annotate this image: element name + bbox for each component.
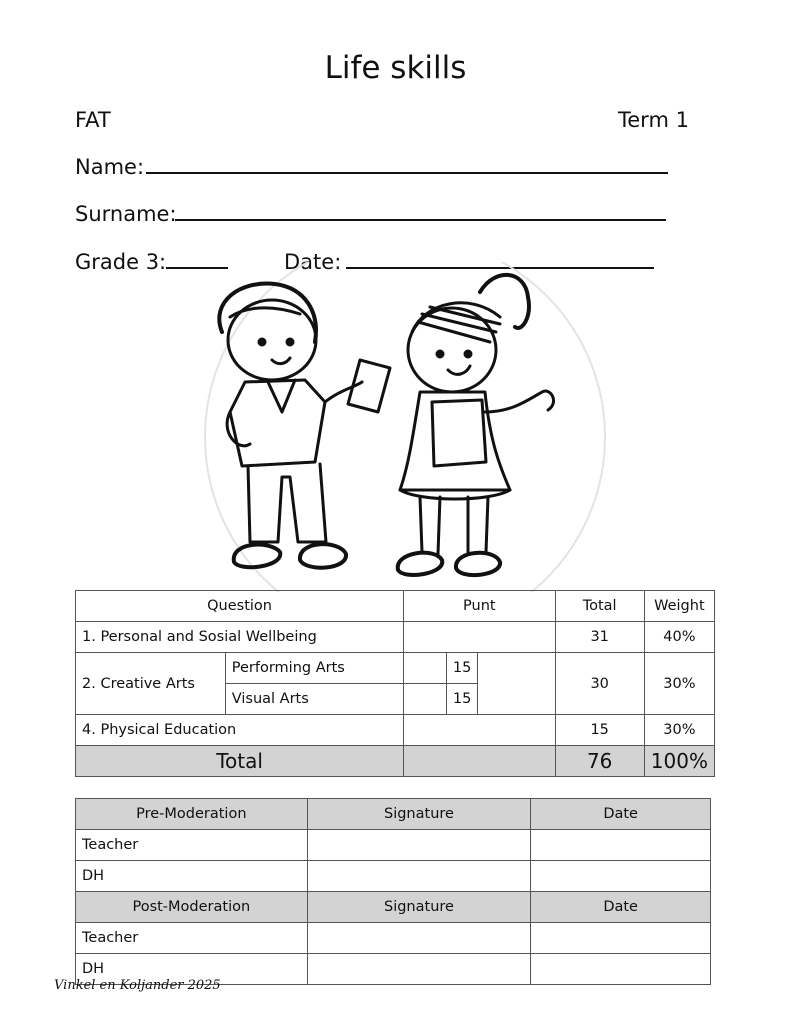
signature-cell[interactable] xyxy=(307,923,531,954)
punt-mark-cell[interactable] xyxy=(404,653,447,684)
total-row xyxy=(76,746,715,777)
footer-credit: Vinkel en Koljander 2025 xyxy=(54,978,221,993)
date-label: Date: xyxy=(284,250,342,274)
total-label: Total xyxy=(76,746,404,777)
table-row xyxy=(76,861,711,892)
surname-field[interactable] xyxy=(175,219,666,221)
punt-mark-cell[interactable] xyxy=(404,684,447,715)
weight-cell: 30% xyxy=(644,653,714,715)
marks-table xyxy=(75,590,715,777)
name-label: Name: xyxy=(75,155,145,179)
punt-total-cell[interactable] xyxy=(404,746,555,777)
boy-figure xyxy=(219,284,390,568)
role-label: Teacher xyxy=(76,830,308,861)
signature-header: Signature xyxy=(307,892,531,923)
pre-moderation-header xyxy=(76,799,711,830)
date-cell[interactable] xyxy=(531,923,711,954)
girl-figure xyxy=(398,275,554,575)
punt-subtotal-cell[interactable] xyxy=(478,653,555,715)
page-title: Life skills xyxy=(324,50,467,86)
row-label: 1. Personal and Sosial Wellbeing xyxy=(76,622,404,653)
column-header-punt: Punt xyxy=(404,591,555,622)
role-label: DH xyxy=(76,861,308,892)
date-cell[interactable] xyxy=(531,861,711,892)
total-cell: 30 xyxy=(555,653,644,715)
table-header-row xyxy=(76,591,715,622)
moderation-table xyxy=(75,798,711,985)
table-row xyxy=(76,923,711,954)
weight-total: 100% xyxy=(644,746,714,777)
signature-cell[interactable] xyxy=(307,954,531,985)
table-row xyxy=(76,715,715,746)
sub-row-label: Visual Arts xyxy=(225,684,403,715)
punt-cell: 15 xyxy=(446,653,477,684)
grade-label: Grade 3: xyxy=(75,250,167,274)
column-header-total: Total xyxy=(555,591,644,622)
table-row xyxy=(76,653,715,684)
post-moderation-title: Post-Moderation xyxy=(76,892,308,923)
term-label: Term 1 xyxy=(618,108,689,132)
date-cell[interactable] xyxy=(531,830,711,861)
role-label: Teacher xyxy=(76,923,308,954)
name-field[interactable] xyxy=(146,172,668,174)
table-row xyxy=(76,622,715,653)
assessment-type: FAT xyxy=(75,108,111,132)
punt-cell[interactable] xyxy=(404,622,555,653)
total-cell: 15 xyxy=(555,715,644,746)
date-header: Date xyxy=(531,892,711,923)
date-cell[interactable] xyxy=(531,954,711,985)
signature-cell[interactable] xyxy=(307,830,531,861)
role-label: DH xyxy=(76,954,308,985)
pre-moderation-title: Pre-Moderation xyxy=(76,799,308,830)
punt-cell[interactable] xyxy=(404,715,555,746)
weight-cell: 40% xyxy=(644,622,714,653)
punt-cell: 15 xyxy=(446,684,477,715)
total-value: 76 xyxy=(555,746,644,777)
sub-row-label: Performing Arts xyxy=(225,653,403,684)
table-row xyxy=(76,830,711,861)
signature-header: Signature xyxy=(307,799,531,830)
total-cell: 31 xyxy=(555,622,644,653)
weight-cell: 30% xyxy=(644,715,714,746)
post-moderation-header xyxy=(76,892,711,923)
children-illustration xyxy=(150,262,630,592)
signature-cell[interactable] xyxy=(307,861,531,892)
row-label: 2. Creative Arts xyxy=(76,653,226,715)
surname-label: Surname: xyxy=(75,202,177,226)
row-label: 4. Physical Education xyxy=(76,715,404,746)
column-header-weight: Weight xyxy=(644,591,714,622)
date-header: Date xyxy=(531,799,711,830)
column-header-question: Question xyxy=(76,591,404,622)
